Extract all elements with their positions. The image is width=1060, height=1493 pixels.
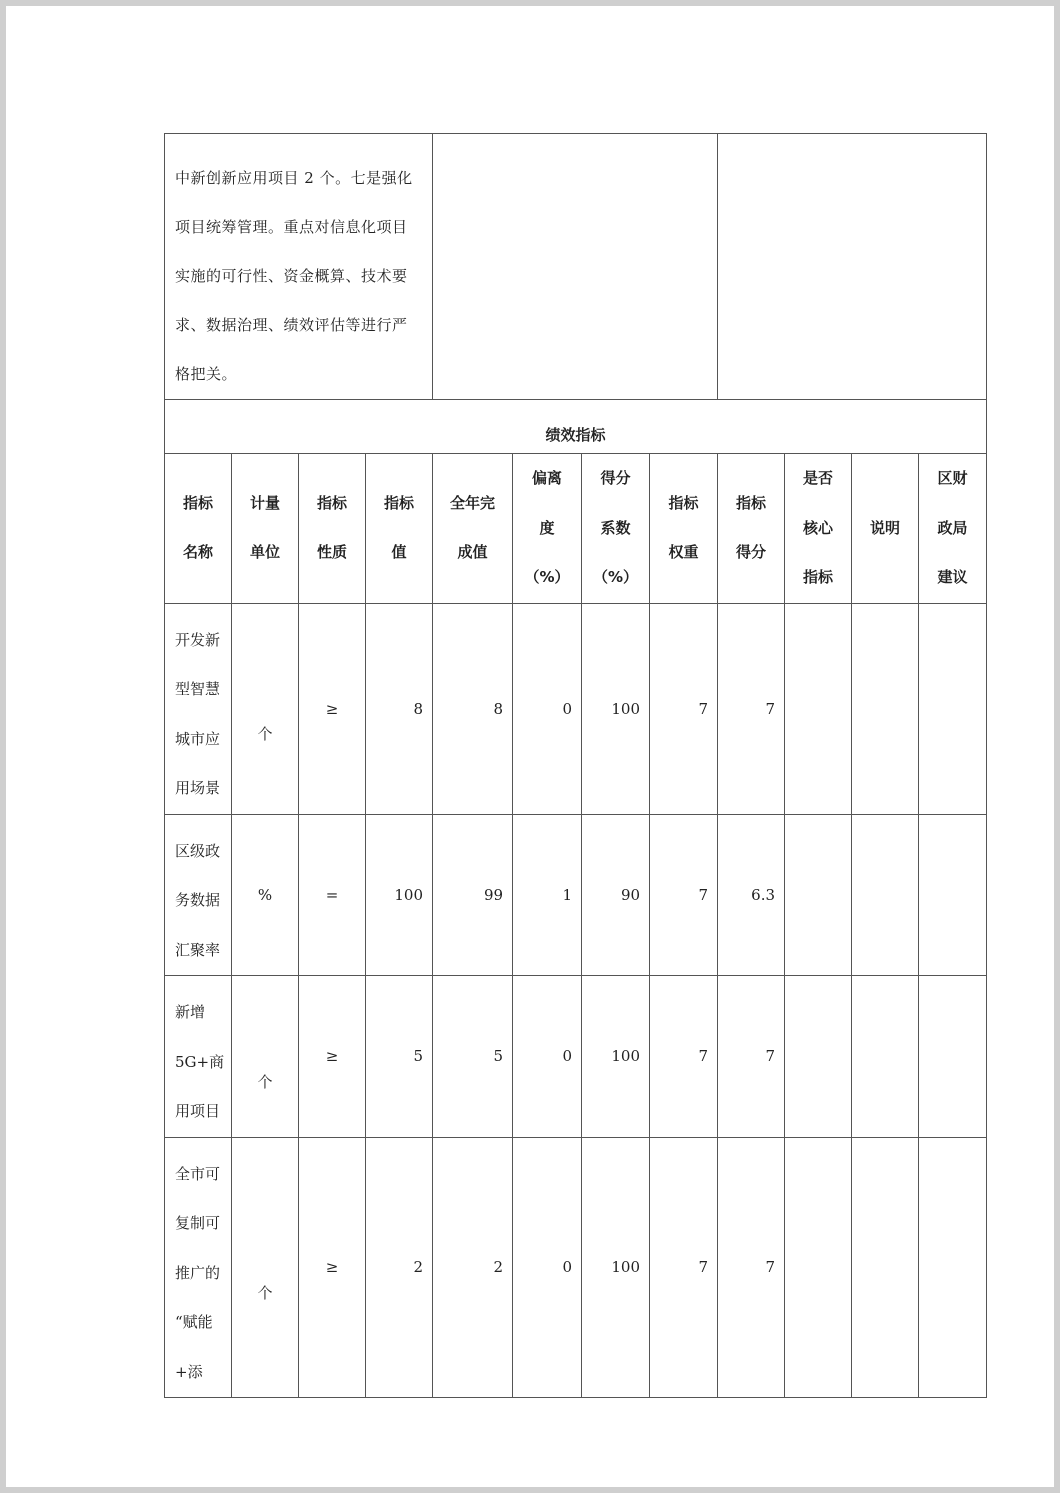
header-row [165,454,987,604]
property-value: = [299,814,366,976]
unit-value: % [232,814,299,976]
coefficient-value: 90 [582,814,650,976]
header-suggestion: 区财 政局 建议 [919,454,987,604]
score-value: 6.3 [718,814,785,976]
header-score: 指标 得分 [718,454,785,604]
header-name: 指标 名称 [165,454,232,604]
actual-value: 2 [433,1137,513,1398]
core-cell [785,976,852,1138]
unit-value: 个 [232,1137,299,1398]
table-row [165,814,987,976]
header-target: 指标 值 [366,454,433,604]
header-property: 指标 性质 [299,454,366,604]
intro-text: 中新创新应用项目 2 个。七是强化 项目统筹管理。重点对信息化项目 实施的可行性、资金概算、技术要 求、数据治理、绩效评估等进行严 格把关。 [175,169,413,383]
note-cell [852,976,919,1138]
score-value: 7 [718,603,785,814]
section-title: 绩效指标 [165,400,987,454]
suggestion-cell [919,976,987,1138]
coefficient-value: 100 [582,976,650,1138]
suggestion-cell [919,1137,987,1398]
deviation-value: 1 [513,814,582,976]
weight-value: 7 [650,976,718,1138]
table-row [165,603,987,814]
intro-empty-cell-1 [433,134,718,400]
target-value: 2 [366,1137,433,1398]
score-value: 7 [718,976,785,1138]
indicator-name: 新增 5G+商 用项目 [165,976,232,1138]
intro-empty-cell-2 [718,134,987,400]
coefficient-value: 100 [582,603,650,814]
property-value: ≥ [299,603,366,814]
header-weight: 指标 权重 [650,454,718,604]
intro-row [165,134,987,400]
property-value: ≥ [299,976,366,1138]
intro-cell [165,134,433,400]
header-actual: 全年完 成值 [433,454,513,604]
target-value: 8 [366,603,433,814]
weight-value: 7 [650,1137,718,1398]
weight-value: 7 [650,603,718,814]
indicator-name: 全市可 复制可 推广的 “赋能 +添 [165,1137,232,1398]
deviation-value: 0 [513,1137,582,1398]
coefficient-value: 100 [582,1137,650,1398]
target-value: 5 [366,976,433,1138]
note-cell [852,1137,919,1398]
suggestion-cell [919,603,987,814]
header-core: 是否 核心 指标 [785,454,852,604]
table-row [165,1137,987,1398]
header-coefficient: 得分 系数 （%） [582,454,650,604]
target-value: 100 [366,814,433,976]
actual-value: 8 [433,603,513,814]
actual-value: 5 [433,976,513,1138]
suggestion-cell [919,814,987,976]
weight-value: 7 [650,814,718,976]
section-title-row [165,400,987,454]
score-value: 7 [718,1137,785,1398]
document-page [6,6,1054,1487]
header-deviation: 偏离 度 （%） [513,454,582,604]
indicator-name: 开发新 型智慧 城市应 用场景 [165,603,232,814]
core-cell [785,603,852,814]
header-unit: 计量 单位 [232,454,299,604]
deviation-value: 0 [513,976,582,1138]
header-note: 说明 [852,454,919,604]
actual-value: 99 [433,814,513,976]
deviation-value: 0 [513,603,582,814]
property-value: ≥ [299,1137,366,1398]
indicator-name: 区级政 务数据 汇聚率 [165,814,232,976]
core-cell [785,814,852,976]
unit-value: 个 [232,603,299,814]
core-cell [785,1137,852,1398]
table-row [165,976,987,1138]
unit-value: 个 [232,976,299,1138]
performance-table [164,133,987,1398]
note-cell [852,603,919,814]
note-cell [852,814,919,976]
